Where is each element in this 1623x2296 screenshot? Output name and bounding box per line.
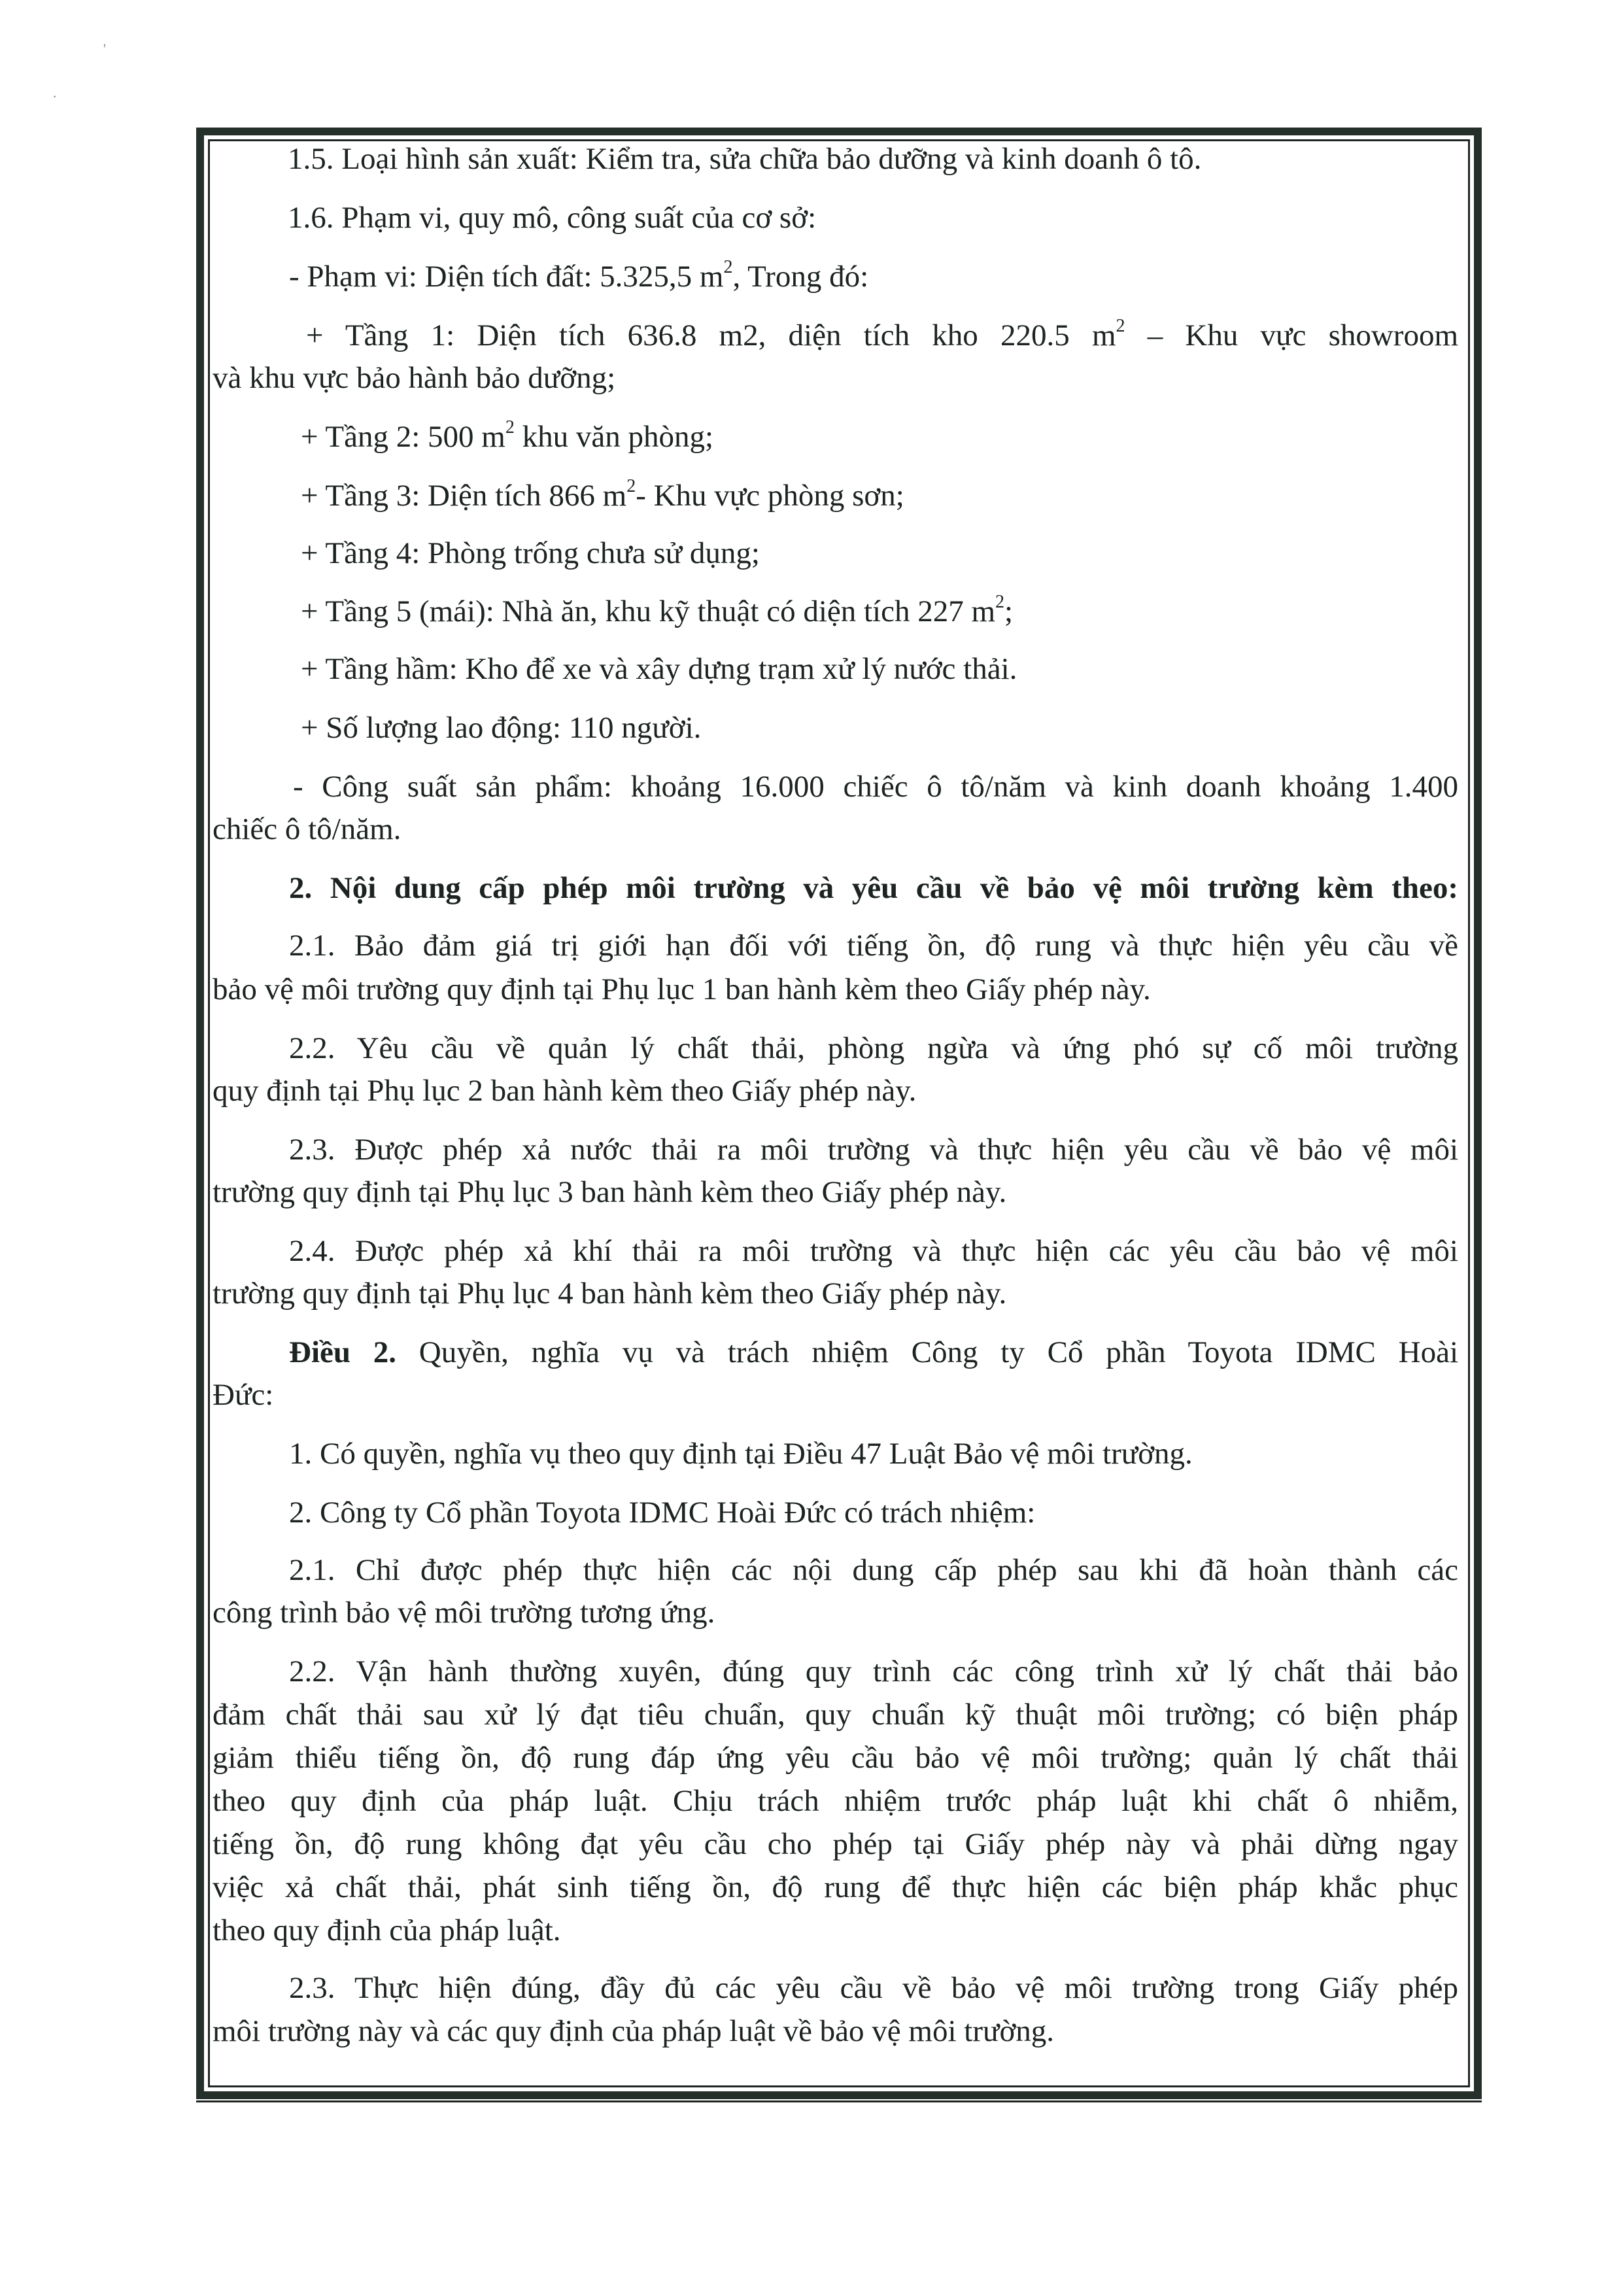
superscript: 2 — [505, 417, 515, 438]
article-2-item-2-1-line-2: công trình bảo vệ môi trường tương ứng. — [213, 1596, 715, 1630]
floor-1-line-1 — [213, 317, 1458, 354]
article-2-item-1: 1. Có quyền, nghĩa vụ theo quy định tại Điều 47 Luật Bảo vệ môi trường. — [289, 1437, 1193, 1471]
article-2-item-2-2-line: việc xả chất thải, phát sinh tiếng ồn, độ rung để thực hiện các biện pháp khắc phục — [213, 1870, 1458, 1904]
floor-1-line-2: và khu vực bảo hành bảo dưỡng; — [213, 361, 616, 395]
page-border-bottom-rule — [196, 2100, 1482, 2102]
section-2-heading: 2. Nội dung cấp phép môi trường và yêu cầu về bảo vệ môi trường kèm theo: — [289, 871, 1458, 905]
superscript: 2 — [626, 476, 636, 497]
floor-5-suffix: ; — [1004, 594, 1014, 628]
article-2-item-2: 2. Công ty Cổ phần Toyota IDMC Hoài Đức có trách nhiệm: — [289, 1496, 1036, 1530]
floor-3-suffix: - Khu vực phòng sơn; — [636, 479, 904, 513]
article-2-item-2-3-line-2: môi trường này và các quy định của pháp luật về bảo vệ môi trường. — [213, 2014, 1055, 2048]
capacity-line-2: chiếc ô tô/năm. — [213, 812, 401, 846]
item-2-3-line-1: 2.3. Được phép xả nước thải ra môi trường và thực hiện yêu cầu về bảo vệ môi — [289, 1133, 1458, 1167]
superscript: 2 — [723, 257, 733, 278]
floor-5 — [301, 593, 1013, 630]
scan-speck: ' — [103, 41, 106, 57]
article-2-title-line-2: Đức: — [213, 1378, 274, 1412]
floor-2-text: + Tầng 2: 500 m — [301, 420, 505, 454]
scope-suffix: , Trong đó: — [732, 260, 869, 294]
article-2-item-2-2-line: đảm chất thải sau xử lý đạt tiêu chuẩn, quy chuẩn kỹ thuật môi trường; có biện pháp — [213, 1698, 1458, 1732]
superscript: 2 — [1116, 316, 1125, 337]
floor-1-text: + Tầng 1: Diện tích 636.8 m2, diện tích kho 220.5 m — [306, 318, 1116, 352]
article-2-item-2-3-line-1: 2.3. Thực hiện đúng, đầy đủ các yêu cầu về bảo vệ môi trường trong Giấy phép — [289, 1971, 1458, 2005]
superscript: 2 — [995, 592, 1005, 613]
article-2-item-2-1-line-1: 2.1. Chỉ được phép thực hiện các nội dung cấp phép sau khi đã hoàn thành các — [289, 1553, 1458, 1587]
workforce: + Số lượng lao động: 110 người. — [301, 711, 702, 745]
article-2-title-line-1 — [213, 1334, 1458, 1371]
floor-2-suffix: khu văn phòng; — [514, 420, 714, 454]
floor-3-text: + Tầng 3: Diện tích 866 m — [301, 479, 627, 513]
item-2-3-line-2: trường quy định tại Phụ lục 3 ban hành kèm theo Giấy phép này. — [213, 1175, 1007, 1209]
scan-speck: · — [52, 88, 58, 105]
article-2-item-2-2-line: theo quy định của pháp luật. Chịu trách nhiệm trước pháp luật khi chất ô nhiễm, — [213, 1784, 1458, 1818]
item-2-2-line-2: quy định tại Phụ lục 2 ban hành kèm theo Giấy phép này. — [213, 1074, 917, 1108]
item-2-1-line-1: 2.1. Bảo đảm giá trị giới hạn đối với tiếng ồn, độ rung và thực hiện yêu cầu về — [289, 929, 1458, 963]
article-2-item-2-2-line: 2.2. Vận hành thường xuyên, đúng quy trình các công trình xử lý chất thải bảo — [289, 1654, 1458, 1688]
item-2-4-line-1: 2.4. Được phép xả khí thải ra môi trường và thực hiện các yêu cầu bảo vệ môi — [289, 1234, 1458, 1268]
floor-5-text: + Tầng 5 (mái): Nhà ăn, khu kỹ thuật có diện tích 227 m — [301, 594, 996, 628]
scope-text: - Phạm vi: Diện tích đất: 5.325,5 m — [289, 260, 724, 294]
article-2-item-2-2-line: tiếng ồn, độ rung không đạt yêu cầu cho phép tại Giấy phép này và phải dừng ngay — [213, 1827, 1458, 1861]
floor-4: + Tầng 4: Phòng trống chưa sử dụng; — [301, 536, 760, 570]
scope-line — [289, 258, 868, 295]
floor-1-suffix: – Khu vực showroom — [1125, 318, 1459, 352]
article-2-item-2-2-line: theo quy định của pháp luật. — [213, 1913, 561, 1947]
capacity-line-1: - Công suất sản phẩm: khoảng 16.000 chiếc ô tô/năm và kinh doanh khoảng 1.400 — [293, 770, 1458, 804]
item-2-2-line-1: 2.2. Yêu cầu về quản lý chất thải, phòng ngừa và ứng phó sự cố môi trường — [289, 1031, 1458, 1065]
article-2-title: Quyền, nghĩa vụ và trách nhiệm Công ty Cổ phần Toyota IDMC Hoài — [396, 1335, 1459, 1369]
item-2-1-line-2: bảo vệ môi trường quy định tại Phụ lục 1 ban hành kèm theo Giấy phép này. — [213, 972, 1151, 1006]
item-1-6: 1.6. Phạm vi, quy mô, công suất của cơ sở: — [288, 201, 817, 235]
floor-3 — [301, 477, 904, 514]
floor-2 — [301, 419, 713, 455]
item-2-4-line-2: trường quy định tại Phụ lục 4 ban hành kèm theo Giấy phép này. — [213, 1277, 1007, 1311]
article-2-label: Điều 2. — [289, 1335, 397, 1369]
basement: + Tầng hầm: Kho để xe và xây dựng trạm xử lý nước thải. — [301, 652, 1017, 686]
article-2-item-2-2-line: giảm thiểu tiếng ồn, độ rung đáp ứng yêu cầu bảo vệ môi trường; quản lý chất thải — [213, 1741, 1458, 1775]
item-1-5: 1.5. Loại hình sản xuất: Kiểm tra, sửa chữa bảo dưỡng và kinh doanh ô tô. — [288, 142, 1202, 176]
